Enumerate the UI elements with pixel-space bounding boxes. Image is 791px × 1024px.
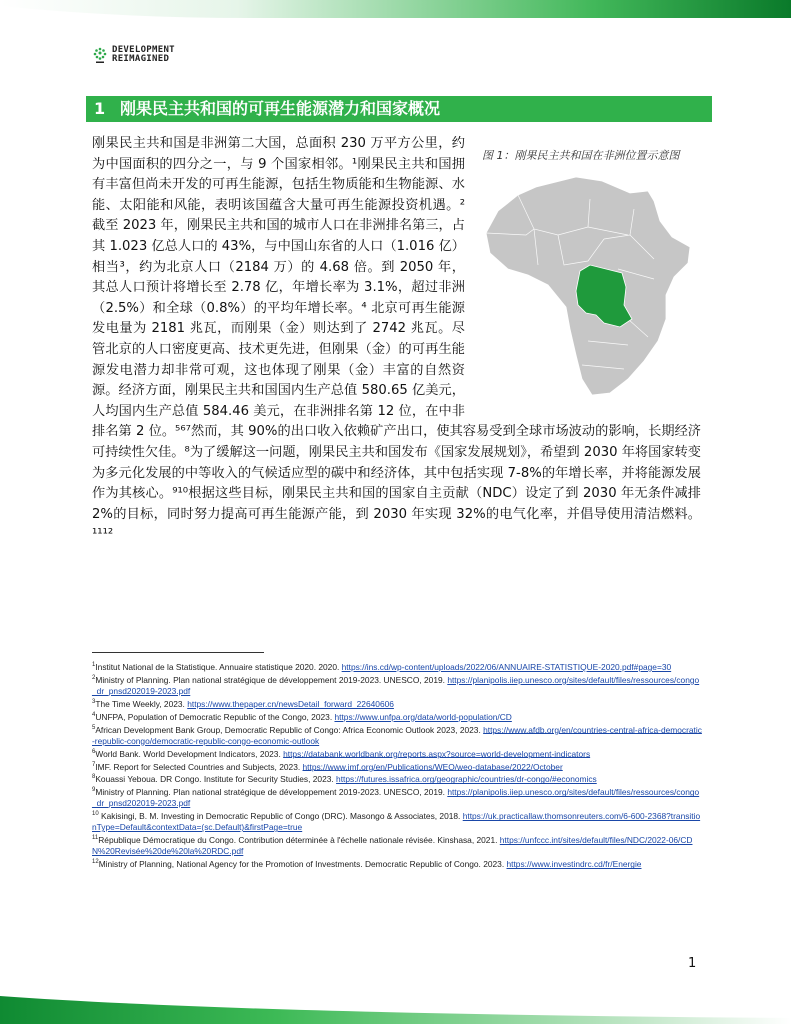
page-number: 1: [688, 956, 697, 971]
footnote-number: 12: [92, 859, 99, 866]
body-paragraph: 刚果民主共和国是非洲第二大国，总面积 230 万平方公里，约为中国面积的四分之一，与 9 个国家相邻。¹刚果民主共和国拥有丰富但尚未开发的可再生能源，包括生物质能和生物能源、水能、太阳能和风能，表明该国蕴含大量可再生能源投资机遇。²截至 2023 年，刚果民主共和国的城市人口在非洲排名第三，占其 1.023 亿总人口的 43%，与中国山东省的人口（1.016 亿）相当³，约为北京人口（2184 万）的 4.68 倍。到 2050 年，其总人口预计将增长至 2.78 亿，年增长率为 3.1%，超过非洲（2.5%）和全球（0.8%）的平均年增长率。⁴ 北京可再生能源发电量为 2181 兆瓦，而刚果（金）则达到了 2742 兆瓦。尽管北京的人口密度更高、技术更先进，但刚果（金）的可再生能源发电潜力却非常可观，这也体现了刚果（金）丰富的自然资源。经济方面，刚果民主共和国国内生产总值 580.65 亿美元，人均国内生产总值 584.46 美元，在非洲排名第 12 位，在中非排名第 2 位。⁵⁶⁷然而，其 90%的出口收入依赖矿产出口，使其容易受到全球市场波动的影响，长期经济可持续性欠佳。⁸为了缓解这一问题，刚果民主共和国发布《国家发展规划》，希望到 2030 年将国家转变为多元化发展的中等收入的气候适应型的碳中和经济体，其中包括实现 7-8%的年增长率，并将能源发展作为其核心。⁹¹⁰根据这些目标，刚果民主共和国的国家自主贡献（NDC）设定了到 2030 年无条件减排 2%的目标，同时努力提高可再生能源产能，到 2030 年实现 32%的电气化率，并倡导使用清洁燃料。¹¹¹²: [92, 136, 701, 543]
footnote-number: 8: [92, 774, 96, 781]
globe-icon: [92, 46, 108, 64]
footnote-text: Ministry of Planning. Plan national stratégique de développement 2019-2023. UNESCO, 2019.: [95, 674, 448, 685]
footnote: [92, 857, 702, 870]
figure-caption: 图 1：刚果民主共和国在非洲位置示意图: [482, 149, 680, 162]
footnote-number: 9: [92, 787, 96, 794]
footnote-text: Ministry of Planning. Plan national stratégique de développement 2019-2023. UNESCO, 2019.: [95, 787, 448, 798]
footnote: [92, 673, 702, 697]
footnote-link[interactable]: https://futures.issafrica.org/geographic/countries/dr-congo/#economics: [336, 774, 597, 785]
brand-logo: [92, 46, 175, 64]
footnote: [92, 660, 702, 673]
body-paragraph-container: [92, 134, 701, 546]
footnote-link[interactable]: https://www.unfpa.org/data/world-population/CD: [334, 711, 512, 722]
bottom-decorative-bar: [0, 984, 791, 1024]
section-number: 1: [94, 99, 106, 118]
footnote-number: 4: [92, 711, 96, 718]
footnote-text: World Bank. World Development Indicators, 2023.: [95, 748, 284, 759]
footnote-text: Kakisingi, B. M. Investing in Democratic Republic of Congo (DRC). Masongo & Associates, 2018.: [98, 811, 463, 822]
footnote: [92, 760, 702, 773]
footnote-text: Ministry of Planning, National Agency for the Promotion of Investments. Democratic Republic of Congo. 2023.: [98, 859, 507, 870]
footnote: [92, 772, 702, 785]
footnote-text: African Development Bank Group, Democratic Republic of Congo: Africa Economic Outlook 2023, 2023.: [95, 724, 484, 735]
footnote: [92, 697, 702, 710]
brand-line-2: REIMAGINED: [112, 54, 170, 64]
footnote-number: 10: [92, 811, 99, 818]
brand-line-1: DEVELOPMENT: [112, 45, 175, 55]
footnote-text: Institut National de la Statistique. Annuaire statistique 2020. 2020.: [95, 661, 342, 672]
footnote: [92, 809, 702, 833]
footnote-text: République Démocratique du Congo. Contribution déterminée à l'échelle nationale révisée. Kinshasa, 2021.: [98, 835, 500, 846]
footnote-divider: [92, 652, 264, 653]
footnote-number: 1: [92, 662, 96, 668]
section-title: 刚果民主共和国的可再生能源潜力和国家概况: [120, 99, 441, 118]
footnote-link[interactable]: https://www.investindrc.cd/fr/Energie: [506, 859, 642, 870]
footnote-link[interactable]: https://www.thepaper.cn/newsDetail_forward_22640606: [187, 698, 394, 709]
footnote: [92, 833, 702, 857]
footnote-text: UNFPA, Population of Democratic Republic of the Congo, 2023.: [95, 711, 335, 722]
footnote-link[interactable]: https://databank.worldbank.org/reports.aspx?source=world-development-indicators: [283, 748, 591, 759]
footnote-text: Kouassi Yeboua. DR Congo. Institute for Security Studies, 2023.: [95, 774, 337, 785]
footnote: [92, 747, 702, 760]
footnote-text: The Time Weekly, 2023.: [95, 698, 188, 709]
footnote-link[interactable]: https://planipolis.iiep.unesco.org/sites/default/files/ressources/congo_dr_pnsd202019-2023.pdf: [92, 787, 700, 809]
footnote-number: 6: [92, 748, 96, 755]
footnote-number: 3: [92, 698, 96, 705]
top-decorative-bar: [0, 0, 791, 18]
footnote-link[interactable]: https://www.afdb.org/en/countries-central-africa-democratic-republic-congo/democratic-republic-congo-economic-outlook: [92, 724, 702, 746]
footnote: [92, 710, 702, 723]
footnote-link[interactable]: https://uk.practicallaw.thomsonreuters.com/6-600-2368?transitionType=Default&contextData=(sc.Default)&firstPage=true: [92, 811, 701, 833]
footnote-text: IMF. Report for Selected Countries and Subjects, 2023.: [95, 761, 303, 772]
footnote-number: 2: [92, 674, 96, 681]
footnote-link[interactable]: https://planipolis.iiep.unesco.org/sites/default/files/ressources/congo_dr_pnsd202019-2023.pdf: [92, 674, 700, 696]
footnote-link[interactable]: https://unfccc.int/sites/default/files/NDC/2022-06/CDN%20Revisée%20de%20la%20RDC.pdf: [92, 835, 693, 857]
footnote-number: 7: [92, 761, 96, 768]
figure-spacer: [465, 134, 701, 402]
footnote: [92, 785, 702, 809]
footnote-number: 11: [92, 835, 99, 842]
footnote-link[interactable]: https://www.imf.org/en/Publications/WEO/weo-database/2022/October: [302, 761, 563, 772]
section-heading: [86, 96, 712, 122]
footnotes: [92, 660, 702, 870]
footnote: [92, 723, 702, 747]
footnote-link[interactable]: https://ins.cd/wp-content/uploads/2022/06/ANNUAIRE-STATISTIQUE-2020.pdf#page=30: [341, 661, 672, 672]
footnote-number: 5: [92, 724, 96, 731]
